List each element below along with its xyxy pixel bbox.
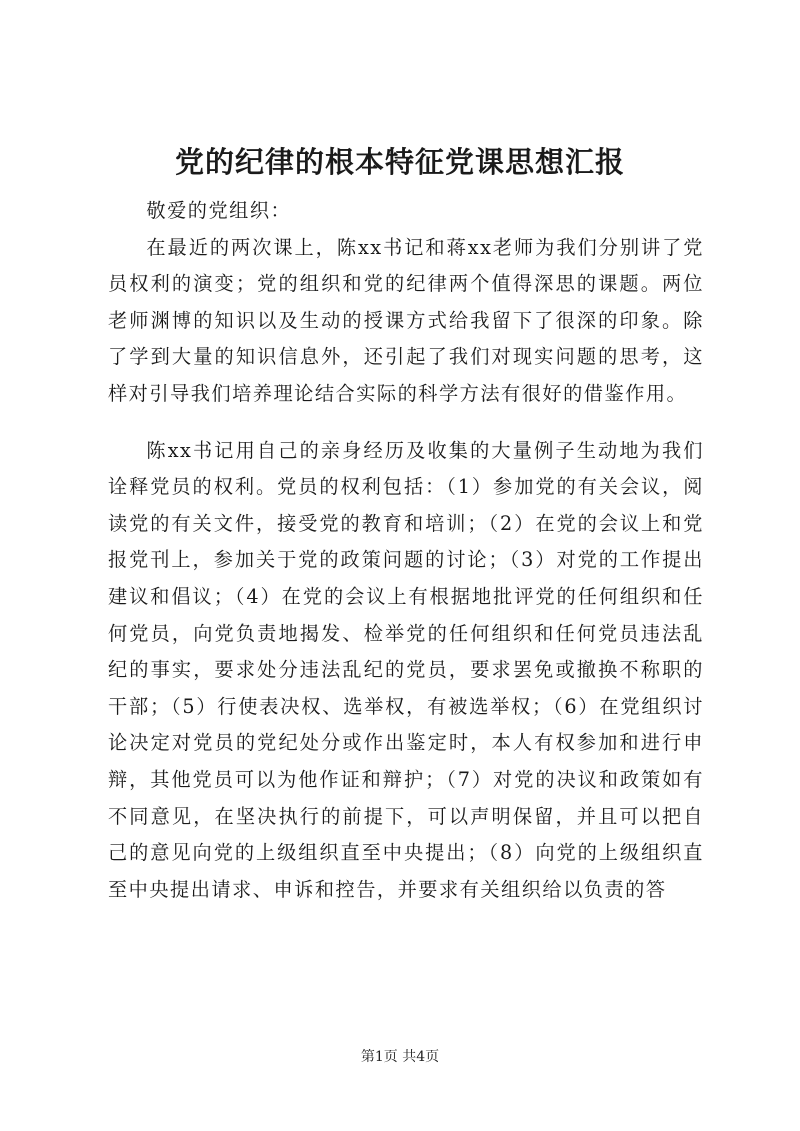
page-footer: 第1页 共4页 bbox=[360, 1049, 440, 1065]
document-body bbox=[108, 193, 704, 908]
paragraph-2: 陈xx书记用自己的亲身经历及收集的大量例子生动地为我们诠释党员的权利。党员的权利包括：（1）参加党的有关会议，阅读党的有关文件，接受党的教育和培训；（2）在党的会议上和党报党刊上，参加关于党的政策问题的讨论；（3）对党的工作提出建议和倡议；（4）在党的会议上有根据地批评党的任何组织和任何党员，向党负责地揭发、检举党的任何组织和任何党员违法乱纪的事实，要求处分违法乱纪的党员，要求罢免或撤换不称职的干部；（5）行使表决权、选举权，有被选举权；（6）在党组织讨论决定对党员的党纪处分或作出鉴定时，本人有权参加和进行申辩，其他党员可以为他作证和辩护；（7）对党的决议和政策如有不同意见，在坚决执行的前提下，可以声明保留，并且可以把自己的意见向党的上级组织直至中央提出；（8）向党的上级组织直至中央提出请求、申诉和控告，并要求有关组织给以负责的答 bbox=[108, 438, 704, 901]
salutation: 敬爱的党组织： bbox=[146, 199, 292, 222]
paragraph-1: 在最近的两次课上，陈xx书记和蒋xx老师为我们分别讲了党员权利的演变；党的组织和党的纪律两个值得深思的课题。两位老师渊博的知识以及生动的授课方式给我留下了很深的印象。除了学到大量的知识信息外，还引起了我们对现实问题的思考，这样对引导我们培养理论结合实际的科学方法有很好的借鉴作用。 bbox=[108, 235, 704, 405]
document-title: 党的纪律的根本特征党课思想汇报 bbox=[174, 145, 625, 179]
